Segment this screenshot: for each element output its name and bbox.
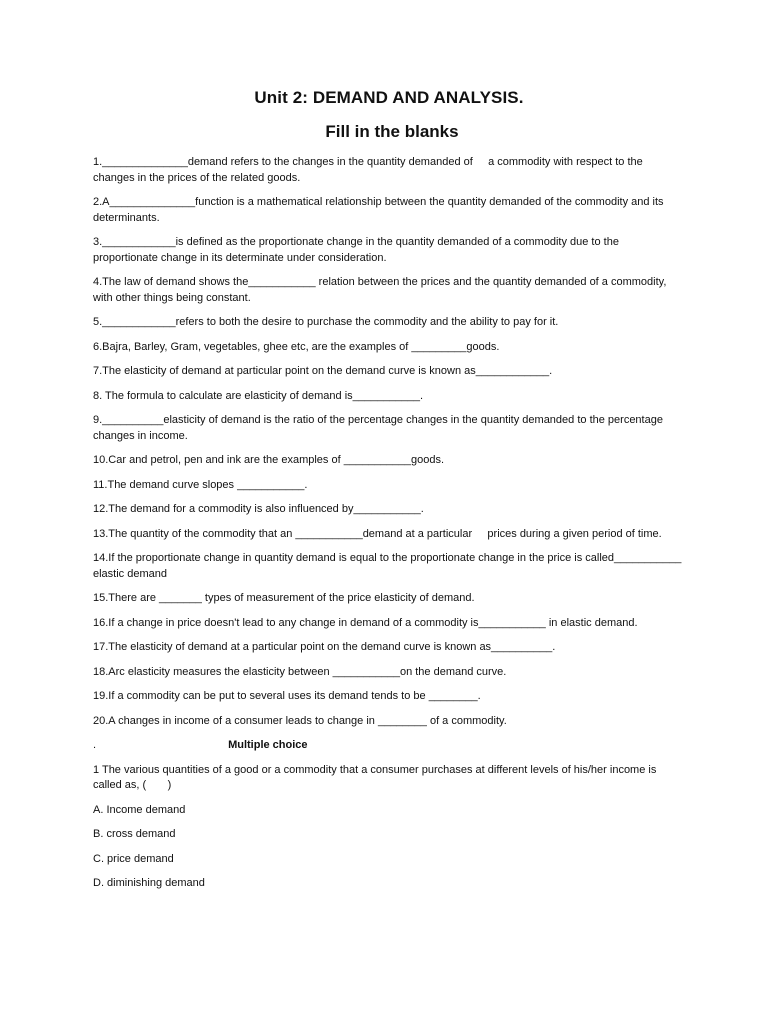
question-1: 1.______________demand refers to the changes in the quantity demanded of a commodity with respect to the changes in the prices of the related goods. xyxy=(93,156,646,184)
section-title-multiple-choice: Multiple choice xyxy=(228,739,308,751)
question-8: 8. The formula to calculate are elasticity of demand is___________. xyxy=(93,389,423,402)
question-11: 11.The demand curve slopes ___________. xyxy=(93,478,308,491)
question-10: 10.Car and petrol, pen and ink are the examples of ___________goods. xyxy=(93,454,445,466)
question-15: 15.There are _______ types of measurement of the price elasticity of demand. xyxy=(93,592,475,604)
question-17: 17.The elasticity of demand at a particular point on the demand curve is known as__________. xyxy=(93,641,556,653)
section-title-fill-in-blanks: Fill in the blanks xyxy=(325,122,459,141)
mc-option-c: C. price demand xyxy=(93,852,174,865)
mc-option-a: A. Income demand xyxy=(93,803,186,816)
question-7: 7.The elasticity of demand at particular point on the demand curve is known as____________. xyxy=(93,365,553,377)
question-14: 14.If the proportionate change in quantity demand is equal to the proportionate change in the price is called___________ elastic demand xyxy=(93,552,685,580)
multiple-choice-lead: . xyxy=(93,739,97,751)
page-title: Unit 2: DEMAND AND ANALYSIS. xyxy=(254,88,524,107)
mc-option-b: B. cross demand xyxy=(93,828,176,840)
mc-question-1: 1 The various quantities of a good or a commodity that a consumer purchases at different levels of his/her income is called as, ( ) xyxy=(93,763,660,791)
question-12: 12.The demand for a commodity is also influenced by___________. xyxy=(93,503,424,515)
document-body xyxy=(93,155,683,901)
question-4: 4.The law of demand shows the___________ relation between the prices and the quantity demanded of a commodity, with other things being constant. xyxy=(93,276,670,304)
question-3: 3.____________is defined as the proportionate change in the quantity demanded of a commodity due to the proportionate change in its determinate under consideration. xyxy=(93,236,622,264)
question-5: 5.____________refers to both the desire to purchase the commodity and the ability to pay for it. xyxy=(93,316,559,328)
question-2: 2.A______________function is a mathematical relationship between the quantity demanded of the commodity and its determinants. xyxy=(93,196,667,224)
question-6: 6.Bajra, Barley, Gram, vegetables, ghee etc, are the examples of _________goods. xyxy=(93,340,500,353)
question-9: 9.__________elasticity of demand is the ratio of the percentage changes in the quantity demanded to the percentage changes in income. xyxy=(93,414,667,442)
question-16: 16.If a change in price doesn't lead to any change in demand of a commodity is___________ in elastic demand. xyxy=(93,616,638,629)
question-18: 18.Arc elasticity measures the elasticity between ___________on the demand curve. xyxy=(93,665,507,678)
question-13: 13.The quantity of the commodity that an ___________demand at a particular prices during a given period of time. xyxy=(93,527,662,540)
mc-option-d: D. diminishing demand xyxy=(93,877,205,889)
multiple-choice-header xyxy=(93,738,683,754)
question-20: 20.A changes in income of a consumer leads to change in ________ of a commodity. xyxy=(93,714,507,727)
question-19: 19.If a commodity can be put to several uses its demand tends to be ________. xyxy=(93,690,481,702)
